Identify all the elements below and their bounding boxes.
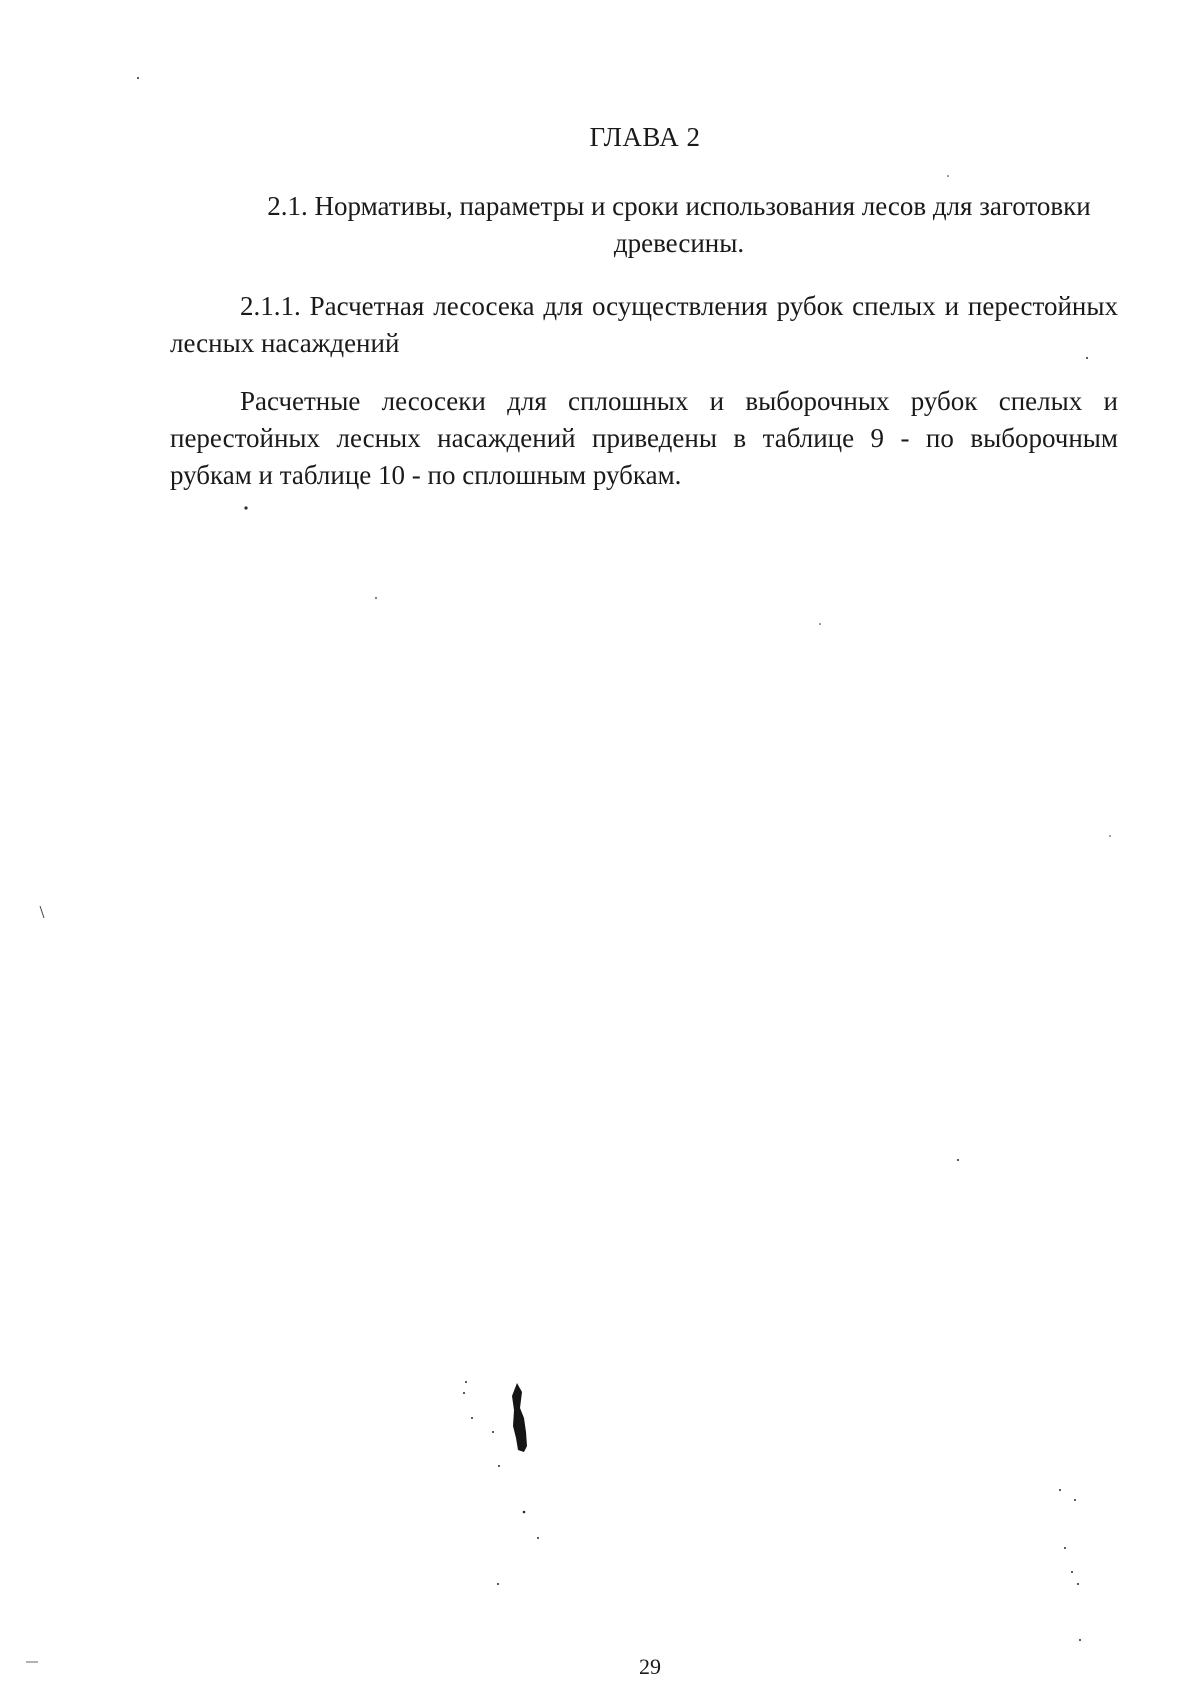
- page-number: 29: [639, 1654, 661, 1679]
- scan-mark-left: [40, 906, 44, 918]
- scan-ink-blot: [512, 1383, 527, 1452]
- subsection-title: 2.1.1. Расчетная лесосека для осуществления рубок спелых и перестойных лесных насаждений: [170, 291, 1118, 358]
- scan-dust-dots: [137, 77, 1111, 1641]
- body-paragraph: Расчетные лесосеки для сплошных и выборочных рубок спелых и перестойных лесных насаждений приведены в таблице 9 - по выборочным рубкам и таблице 10 - по сплошным рубкам.: [170, 386, 1118, 490]
- chapter-title: ГЛАВА 2: [589, 122, 701, 152]
- section-title: 2.1. Нормативы, параметры и сроки использования лесов для заготовки древесины.: [267, 191, 1091, 258]
